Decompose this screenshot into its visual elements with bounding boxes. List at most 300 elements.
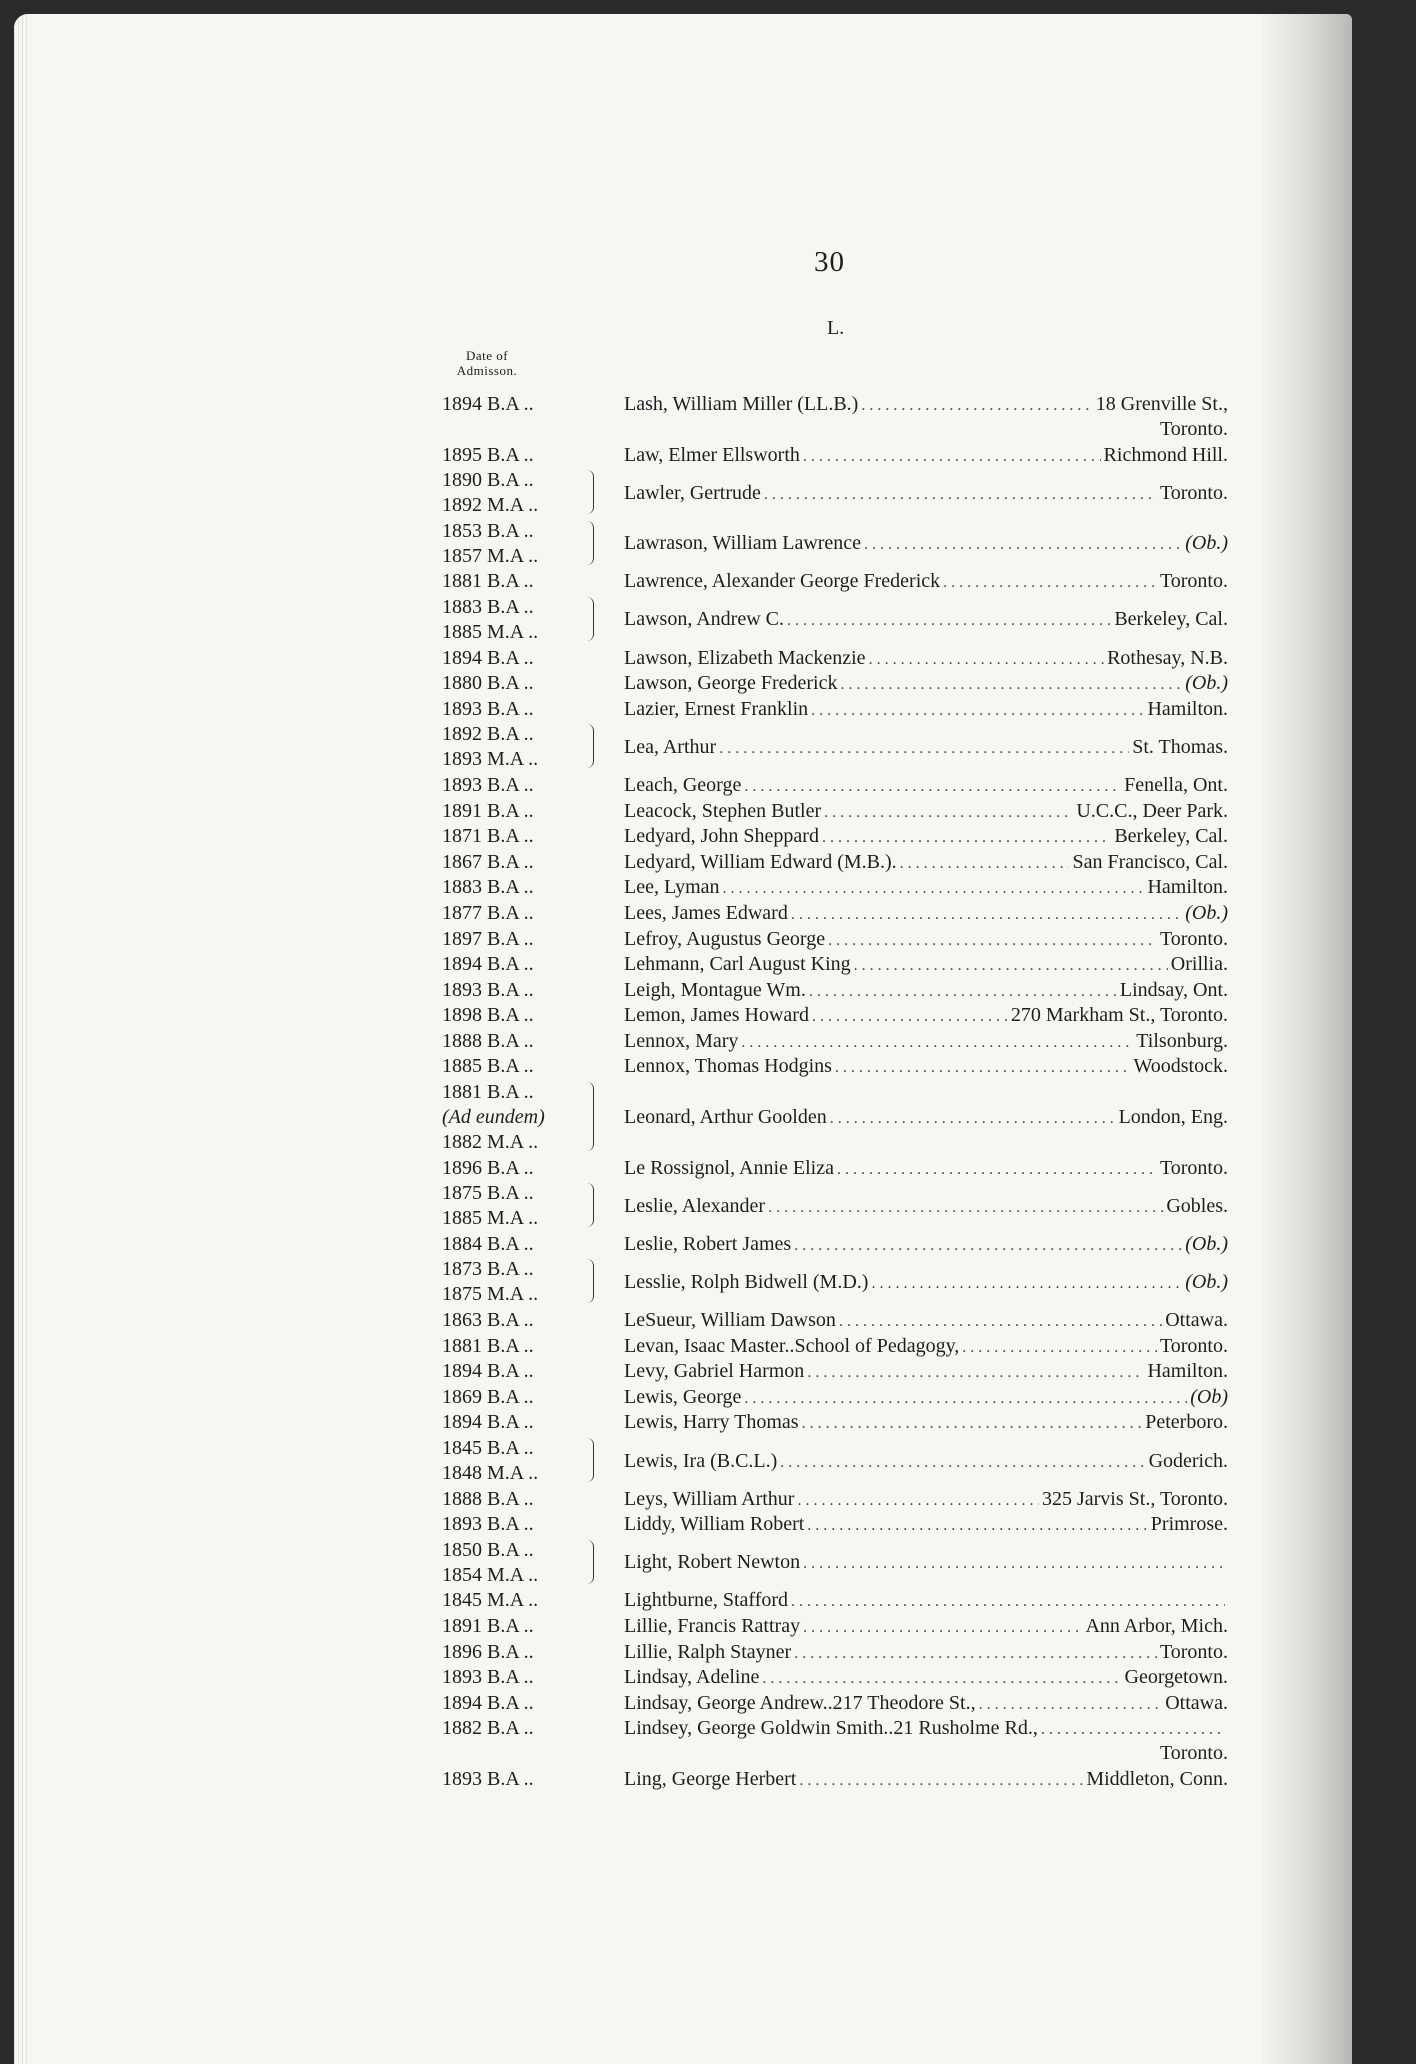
entry-line	[624, 773, 1228, 799]
date-column-header	[442, 348, 532, 378]
residence: London, Eng.	[1118, 1106, 1228, 1129]
admission-date: 1884 B.A ..	[442, 1232, 534, 1255]
list-item	[442, 569, 1232, 595]
dot-leader	[744, 774, 1121, 799]
dot-leader	[840, 672, 1182, 697]
list-item	[442, 952, 1232, 978]
list-item	[442, 519, 1232, 570]
residence: Hamilton.	[1147, 697, 1228, 720]
dot-leader	[780, 1450, 1145, 1475]
graduate-name: Le Rossignol, Annie Eliza	[624, 1156, 834, 1179]
graduate-name: Leach, George	[624, 773, 742, 796]
dot-leader	[787, 608, 1111, 633]
section-letter: L.	[827, 317, 845, 339]
entry-line	[624, 927, 1228, 953]
graduate-name: Lash, William Miller (LL.B.)	[624, 393, 859, 415]
grouping-brace	[587, 1082, 594, 1151]
admission-dates	[442, 1029, 607, 1054]
residence: St. Thomas.	[1132, 735, 1228, 758]
entry-line	[624, 978, 1228, 1004]
admission-date: 1893 B.A ..	[442, 697, 534, 720]
dot-leader	[807, 1513, 1147, 1538]
residence: Orillia.	[1170, 953, 1228, 976]
dot-leader	[791, 1589, 1225, 1614]
list-item	[442, 443, 1232, 469]
graduate-name: Leacock, Stephen Butler	[624, 799, 822, 822]
list-item	[442, 671, 1232, 697]
admission-date: 1848 M.A ..	[442, 1462, 539, 1484]
grouping-brace	[587, 470, 594, 514]
admission-date: 1891 B.A ..	[442, 1614, 534, 1637]
admission-dates	[442, 1767, 607, 1792]
admission-dates	[442, 671, 607, 696]
residence: (Ob.)	[1185, 672, 1228, 695]
admission-date: 1883 B.A ..	[442, 595, 534, 618]
dot-leader	[794, 1641, 1157, 1666]
admission-date: 1891 B.A ..	[442, 799, 534, 822]
residence: Hamilton.	[1147, 1360, 1228, 1383]
list-item	[442, 1029, 1232, 1055]
graduate-name: Lindsay, George Andrew..217 Theodore St.,	[624, 1691, 976, 1714]
admission-dates	[442, 646, 607, 671]
residence: U.C.C., Deer Park.	[1076, 799, 1228, 822]
list-item	[442, 1181, 1232, 1232]
residence-continued: Toronto.	[1159, 1742, 1228, 1765]
graduate-name: Ledyard, John Sheppard	[624, 825, 819, 848]
graduate-name: Leonard, Arthur Goolden	[624, 1106, 827, 1129]
admission-date: 1893 B.A ..	[442, 1513, 534, 1536]
admission-dates	[442, 1257, 607, 1307]
dot-leader	[1041, 1717, 1225, 1742]
admission-dates	[442, 773, 607, 798]
admission-date: 1845 M.A ..	[442, 1589, 539, 1612]
entry-line	[624, 1614, 1228, 1640]
graduate-name: Lindsey, George Goldwin Smith..21 Rusholme Rd.,	[624, 1717, 1038, 1740]
admission-dates	[442, 1385, 607, 1410]
graduate-name: Lightburne, Stafford	[624, 1589, 789, 1612]
dot-leader	[797, 1488, 1039, 1513]
admission-date: 1893 M.A ..	[442, 748, 539, 771]
dot-leader	[812, 1004, 1008, 1029]
list-item	[442, 1767, 1232, 1793]
residence: Primrose.	[1150, 1513, 1228, 1536]
admission-dates	[442, 1614, 607, 1639]
admission-dates	[442, 519, 607, 569]
grouping-brace	[587, 1438, 594, 1482]
admission-date: 1894 B.A ..	[442, 393, 534, 415]
admission-dates	[442, 722, 607, 772]
dot-leader	[791, 902, 1182, 927]
dot-leader	[979, 1692, 1163, 1717]
admission-dates	[442, 1054, 607, 1079]
dot-leader	[824, 800, 1073, 825]
admission-dates	[442, 850, 607, 875]
admission-dates	[442, 1640, 607, 1665]
admission-date: 1883 B.A ..	[442, 876, 534, 899]
list-item	[442, 1156, 1232, 1182]
list-item	[442, 824, 1232, 850]
admission-date: 1896 B.A ..	[442, 1156, 534, 1179]
entry-line	[624, 1550, 1228, 1576]
dot-leader	[962, 1335, 1157, 1360]
admission-date: 1894 B.A ..	[442, 1360, 534, 1383]
residence: (Ob.)	[1185, 1270, 1228, 1293]
admission-dates	[442, 1410, 607, 1435]
grouping-brace	[587, 1540, 594, 1584]
dot-leader	[723, 876, 1145, 901]
list-item	[442, 1512, 1232, 1538]
dot-leader	[803, 444, 1101, 469]
graduate-name: Lawler, Gertrude	[624, 481, 761, 504]
residence: Toronto.	[1159, 1156, 1228, 1179]
page-stack-edge	[14, 14, 30, 2064]
residence: Berkeley, Cal.	[1114, 825, 1228, 848]
entry-line	[624, 1449, 1228, 1475]
entry-line	[624, 481, 1228, 507]
admission-dates	[442, 1359, 607, 1384]
dot-leader	[822, 825, 1111, 850]
entry-line	[624, 1385, 1228, 1411]
admission-dates	[442, 1080, 607, 1155]
admission-date: 1894 B.A ..	[442, 953, 534, 976]
alumni-list	[442, 392, 1232, 1793]
admission-dates	[442, 1308, 607, 1333]
entry-line	[624, 1054, 1228, 1080]
list-item	[442, 1410, 1232, 1436]
list-item	[442, 1614, 1232, 1640]
admission-date: 1875 M.A ..	[442, 1283, 539, 1306]
graduate-name: Leigh, Montague Wm.	[624, 978, 806, 1001]
admission-date: (Ad eundem)	[442, 1106, 545, 1129]
list-item	[442, 1257, 1232, 1308]
admission-dates	[442, 927, 607, 952]
admission-date: 1894 B.A ..	[442, 1411, 534, 1434]
graduate-name: Ling, George Herbert	[624, 1767, 797, 1790]
list-item	[442, 799, 1232, 825]
grouping-brace	[587, 521, 594, 565]
residence: 325 Jarvis St., Toronto.	[1041, 1487, 1228, 1510]
admission-date: 1885 M.A ..	[442, 620, 539, 643]
graduate-name: Lemon, James Howard	[624, 1004, 809, 1027]
dot-leader	[768, 1195, 1163, 1220]
dot-leader	[828, 928, 1157, 953]
entry-line	[624, 1308, 1228, 1334]
admission-date: 1897 B.A ..	[442, 927, 534, 950]
admission-date: 1882 B.A ..	[442, 1717, 534, 1740]
admission-dates	[442, 1588, 607, 1613]
book-page	[14, 14, 1352, 2064]
admission-dates	[442, 952, 607, 977]
residence: Middleton, Conn.	[1086, 1767, 1228, 1790]
list-item	[442, 1588, 1232, 1614]
admission-date: 1853 B.A ..	[442, 519, 534, 542]
entry-line	[624, 1640, 1228, 1666]
admission-date: 1881 B.A ..	[442, 1081, 534, 1104]
admission-dates	[442, 443, 607, 468]
residence: Toronto.	[1159, 927, 1228, 950]
entry-line	[624, 392, 1228, 418]
graduate-name: Lea, Arthur	[624, 735, 717, 758]
admission-date: 1893 B.A ..	[442, 1767, 534, 1790]
admission-dates	[442, 1156, 607, 1181]
dot-leader	[809, 979, 1117, 1004]
admission-dates	[442, 1003, 607, 1028]
list-item	[442, 392, 1232, 443]
graduate-name: Light, Robert Newton	[624, 1551, 801, 1574]
entry-line	[624, 1156, 1228, 1182]
graduate-name: Lewis, Ira (B.C.L.)	[624, 1449, 778, 1472]
entry-line	[624, 1512, 1228, 1538]
list-item	[442, 1538, 1232, 1589]
entry-line	[624, 697, 1228, 723]
list-item	[442, 850, 1232, 876]
entry-line	[624, 443, 1228, 469]
graduate-name: Lillie, Francis Rattray	[624, 1614, 801, 1637]
admission-dates	[442, 824, 607, 849]
admission-date: 1885 B.A ..	[442, 1055, 534, 1078]
entry-line	[624, 1105, 1228, 1131]
entry-line	[624, 1487, 1228, 1513]
dot-leader	[764, 482, 1157, 507]
residence: Tilsonburg.	[1136, 1029, 1228, 1052]
list-item	[442, 927, 1232, 953]
graduate-name: Lennox, Thomas Hodgins	[624, 1055, 832, 1078]
admission-dates	[442, 392, 607, 417]
residence: Fenella, Ont.	[1124, 773, 1228, 796]
entry-line	[624, 1359, 1228, 1385]
entry-line	[624, 850, 1228, 876]
grouping-brace	[587, 597, 594, 641]
entry-line	[624, 1029, 1228, 1055]
graduate-name: Lawrence, Alexander George Frederick	[624, 570, 941, 593]
graduate-name: Levan, Isaac Master..School of Pedagogy,	[624, 1334, 960, 1357]
residence: Gobles.	[1166, 1194, 1228, 1217]
admission-date: 1854 M.A ..	[442, 1563, 539, 1586]
admission-date: 1871 B.A ..	[442, 825, 534, 848]
residence: Ann Arbor, Mich.	[1085, 1614, 1228, 1637]
list-item	[442, 1003, 1232, 1029]
entry-line	[624, 952, 1228, 978]
admission-date: 1863 B.A ..	[442, 1309, 534, 1332]
entry-line	[624, 875, 1228, 901]
entry-line	[624, 671, 1228, 697]
residence: Ottawa.	[1165, 1309, 1228, 1332]
admission-date: 1867 B.A ..	[442, 850, 534, 873]
list-item	[442, 595, 1232, 646]
admission-date: 1880 B.A ..	[442, 672, 534, 695]
residence: Toronto.	[1159, 570, 1228, 593]
admission-date: 1888 B.A ..	[442, 1487, 534, 1510]
admission-date: 1857 M.A ..	[442, 544, 539, 567]
list-item	[442, 1385, 1232, 1411]
entry-line	[624, 1270, 1228, 1296]
list-item	[442, 1436, 1232, 1487]
dot-leader	[741, 1030, 1133, 1055]
entry-line	[624, 1334, 1228, 1360]
dot-leader	[839, 1309, 1162, 1334]
admission-dates	[442, 569, 607, 594]
list-item	[442, 1487, 1232, 1513]
admission-date: 1898 B.A ..	[442, 1004, 534, 1027]
list-item	[442, 773, 1232, 799]
entry-line	[624, 607, 1228, 633]
admission-date: 1888 B.A ..	[442, 1029, 534, 1052]
residence: Ottawa.	[1165, 1691, 1228, 1714]
dot-leader	[864, 532, 1182, 557]
admission-dates	[442, 1665, 607, 1690]
residence: (Ob.)	[1185, 901, 1228, 924]
list-item	[442, 468, 1232, 519]
graduate-name: Lees, James Edward	[624, 901, 788, 924]
entry-line	[624, 569, 1228, 595]
graduate-name: Levy, Gabriel Harmon	[624, 1360, 805, 1383]
entry-line	[624, 1588, 1228, 1614]
admission-dates	[442, 799, 607, 824]
admission-dates	[442, 595, 607, 645]
page-number: 30	[814, 246, 845, 278]
admission-date: 1894 B.A ..	[442, 646, 534, 669]
dot-leader	[807, 1360, 1144, 1385]
entry-line	[624, 531, 1228, 557]
residence: 270 Markham St., Toronto.	[1010, 1004, 1228, 1027]
list-item	[442, 1232, 1232, 1258]
admission-dates	[442, 1436, 607, 1486]
list-item	[442, 1640, 1232, 1666]
admission-date: 1893 B.A ..	[442, 1666, 534, 1689]
dot-leader	[803, 1615, 1082, 1640]
admission-dates	[442, 1334, 607, 1359]
admission-date: 1850 B.A ..	[442, 1538, 534, 1561]
dot-leader	[811, 698, 1144, 723]
admission-date: 1892 B.A ..	[442, 723, 534, 746]
entry-line	[624, 1767, 1228, 1793]
entry-line	[624, 1232, 1228, 1258]
admission-date: 1894 B.A ..	[442, 1691, 534, 1714]
entry-line	[624, 901, 1228, 927]
residence: (Ob)	[1190, 1385, 1228, 1408]
entry-line	[624, 1003, 1228, 1029]
residence: Lindsay, Ont.	[1119, 978, 1228, 1001]
dot-leader	[861, 393, 1092, 418]
graduate-name: Lewis, Harry Thomas	[624, 1411, 799, 1434]
date-column-header-line2: Admisson.	[456, 363, 518, 378]
admission-date: 1873 B.A ..	[442, 1258, 534, 1281]
list-item	[442, 875, 1232, 901]
dot-leader	[803, 1551, 1225, 1576]
entry-line	[624, 646, 1228, 672]
dot-leader	[835, 1055, 1131, 1080]
admission-dates	[442, 1232, 607, 1257]
residence: Toronto.	[1159, 1640, 1228, 1663]
admission-dates	[442, 1538, 607, 1588]
list-item	[442, 1359, 1232, 1385]
dot-leader	[869, 647, 1105, 672]
admission-date: 1875 B.A ..	[442, 1182, 534, 1205]
residence: Toronto.	[1159, 481, 1228, 504]
grouping-brace	[587, 1183, 594, 1227]
admission-date: 1893 B.A ..	[442, 978, 534, 1001]
admission-dates	[442, 697, 607, 722]
graduate-name: Lehmann, Carl August King	[624, 953, 851, 976]
graduate-name: Lefroy, Augustus George	[624, 927, 826, 950]
graduate-name: Liddy, William Robert	[624, 1513, 805, 1536]
residence: (Ob.)	[1185, 1232, 1228, 1255]
dot-leader	[802, 1411, 1143, 1436]
dot-leader	[762, 1666, 1121, 1691]
admission-dates	[442, 1181, 607, 1231]
entry-line	[624, 799, 1228, 825]
graduate-name: Lawson, George Frederick	[624, 672, 838, 695]
graduate-name: Leslie, Alexander	[624, 1194, 766, 1217]
list-item	[442, 646, 1232, 672]
graduate-name: Lawrason, William Lawrence	[624, 532, 862, 555]
residence: Richmond Hill.	[1103, 443, 1228, 466]
graduate-name: Leys, William Arthur	[624, 1487, 795, 1510]
list-item	[442, 1080, 1232, 1156]
admission-dates	[442, 1691, 607, 1716]
admission-dates	[442, 1512, 607, 1537]
graduate-name: LeSueur, William Dawson	[624, 1309, 836, 1332]
dot-leader	[854, 953, 1168, 978]
admission-date: 1881 B.A ..	[442, 1334, 534, 1357]
graduate-name: Lennox, Mary	[624, 1029, 739, 1052]
dot-leader	[719, 736, 1129, 761]
graduate-name: Lillie, Ralph Stayner	[624, 1640, 792, 1663]
dot-leader	[837, 1157, 1157, 1182]
list-item	[442, 1308, 1232, 1334]
residence: Rothesay, N.B.	[1107, 646, 1228, 669]
entry-line	[624, 824, 1228, 850]
admission-dates	[442, 901, 607, 926]
dot-leader	[871, 1271, 1182, 1296]
admission-dates	[442, 978, 607, 1003]
admission-date: 1845 B.A ..	[442, 1437, 534, 1459]
entry-line	[624, 1665, 1228, 1691]
graduate-name: Lee, Lyman	[624, 876, 720, 899]
admission-date: 1882 M.A ..	[442, 1131, 539, 1154]
residence: Woodstock.	[1133, 1055, 1228, 1078]
admission-date: 1895 B.A ..	[442, 443, 534, 466]
dot-leader	[943, 570, 1157, 595]
entry-line	[624, 735, 1228, 761]
grouping-brace	[587, 724, 594, 768]
list-item	[442, 1334, 1232, 1360]
residence: Toronto.	[1159, 1334, 1228, 1357]
residence: (Ob.)	[1185, 532, 1228, 555]
residence: Berkeley, Cal.	[1114, 608, 1228, 631]
list-item	[442, 1716, 1232, 1767]
residence: Peterboro.	[1145, 1411, 1228, 1434]
entry-line	[624, 1194, 1228, 1220]
admission-date: 1893 B.A ..	[442, 773, 534, 796]
residence: San Francisco, Cal.	[1072, 850, 1228, 873]
entry-line	[624, 1716, 1228, 1742]
residence: Georgetown.	[1124, 1666, 1228, 1689]
graduate-name: Lawson, Andrew C.	[624, 608, 784, 631]
dot-leader	[794, 1233, 1182, 1258]
graduate-name: Lazier, Ernest Franklin	[624, 697, 809, 720]
date-column-header-line1: Date of	[465, 348, 509, 363]
list-item	[442, 722, 1232, 773]
admission-date: 1896 B.A ..	[442, 1640, 534, 1663]
admission-date: 1890 B.A ..	[442, 469, 534, 492]
graduate-name: Leslie, Robert James	[624, 1232, 792, 1255]
residence-continued: Toronto.	[1159, 418, 1228, 440]
list-item	[442, 697, 1232, 723]
admission-date: 1881 B.A ..	[442, 570, 534, 593]
graduate-name: Lesslie, Rolph Bidwell (M.D.)	[624, 1270, 869, 1293]
admission-dates	[442, 468, 607, 518]
